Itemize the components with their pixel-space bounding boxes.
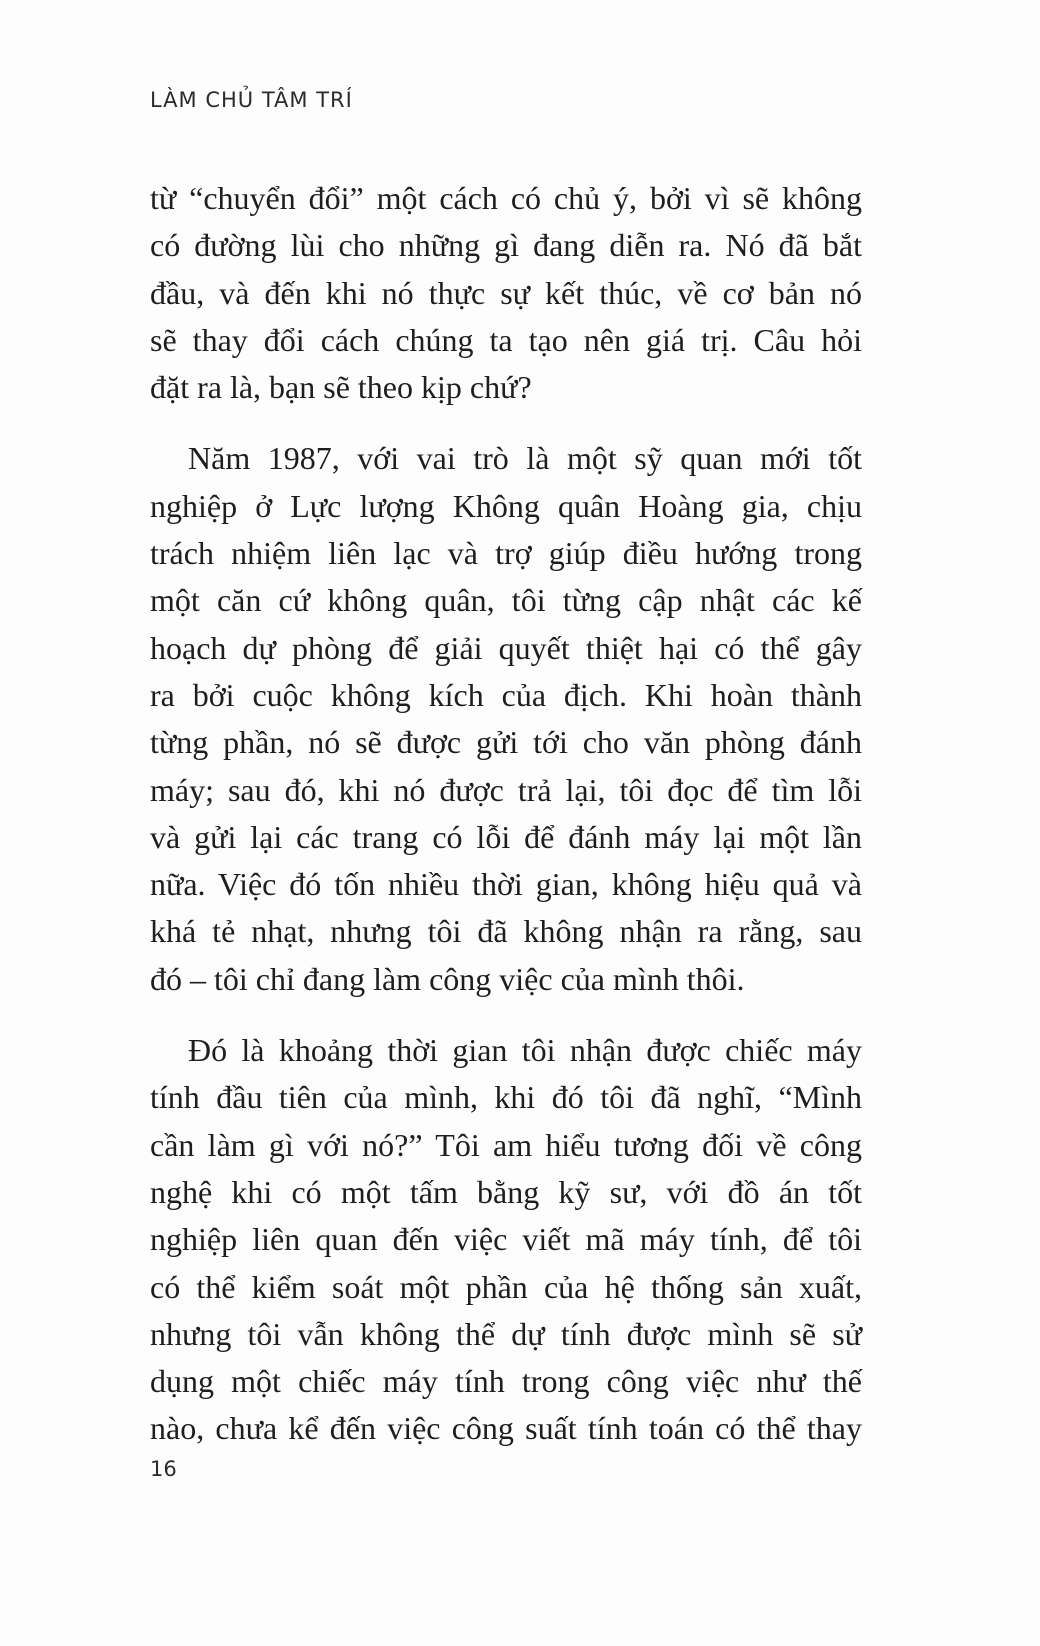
- text-line: khá tẻ nhạt, nhưng tôi đã không nhận ra rằng, sau: [150, 913, 862, 950]
- paragraph: [150, 175, 862, 411]
- paragraph: [150, 1027, 862, 1453]
- text-line: dụng một chiếc máy tính trong công việc như thế: [150, 1363, 862, 1400]
- text-line: cần làm gì với nó?” Tôi am hiểu tương đối về công: [150, 1126, 862, 1163]
- text-line: Năm 1987, với vai trò là một sỹ quan mới tốt: [188, 440, 862, 477]
- text-line: đặt ra là, bạn sẽ theo kịp chứ?: [150, 369, 532, 406]
- text-line: một căn cứ không quân, tôi từng cập nhật các kế: [150, 582, 862, 619]
- text-line: trách nhiệm liên lạc và trợ giúp điều hướng trong: [150, 535, 862, 572]
- text-line: ra bởi cuộc không kích của địch. Khi hoàn thành: [150, 676, 862, 713]
- text-line: từng phần, nó sẽ được gửi tới cho văn phòng đánh: [150, 724, 862, 761]
- text-line: nghiệp ở Lực lượng Không quân Hoàng gia, chịu: [150, 487, 862, 524]
- text-line: đó – tôi chỉ đang làm công việc của mình thôi.: [150, 960, 745, 997]
- text-line: đầu, và đến khi nó thực sự kết thúc, về cơ bản nó: [150, 274, 862, 311]
- text-line: nào, chưa kể đến việc công suất tính toán có thể thay: [150, 1410, 862, 1447]
- text-line: có đường lùi cho những gì đang diễn ra. Nó đã bắt: [150, 227, 862, 264]
- text-line: Đó là khoảng thời gian tôi nhận được chiếc máy: [188, 1032, 862, 1069]
- text-line: nghệ khi có một tấm bằng kỹ sư, với đồ án tốt: [150, 1173, 862, 1210]
- text-line: nghiệp liên quan đến việc viết mã máy tính, để tôi: [150, 1221, 862, 1258]
- text-line: và gửi lại các trang có lỗi để đánh máy lại một lần: [150, 818, 862, 855]
- text-line: máy; sau đó, khi nó được trả lại, tôi đọc để tìm lỗi: [150, 771, 862, 808]
- text-line: có thể kiểm soát một phần của hệ thống sản xuất,: [150, 1268, 862, 1305]
- text-line: sẽ thay đổi cách chúng ta tạo nên giá trị. Câu hỏi: [150, 321, 862, 358]
- text-line: nhưng tôi vẫn không thể dự tính được mình sẽ sử: [150, 1315, 862, 1352]
- body-text: [150, 175, 862, 1453]
- text-line: tính đầu tiên của mình, khi đó tôi đã nghĩ, “Mình: [150, 1079, 862, 1116]
- text-line: nữa. Việc đó tốn nhiều thời gian, không hiệu quả và: [150, 866, 862, 903]
- page-number: 16: [150, 1457, 177, 1481]
- text-line: hoạch dự phòng để giải quyết thiệt hại có thể gây: [150, 629, 862, 666]
- running-header: LÀM CHỦ TÂM TRÍ: [150, 88, 353, 112]
- text-line: từ “chuyển đổi” một cách có chủ ý, bởi vì sẽ không: [150, 180, 862, 216]
- paragraph: [150, 435, 862, 1003]
